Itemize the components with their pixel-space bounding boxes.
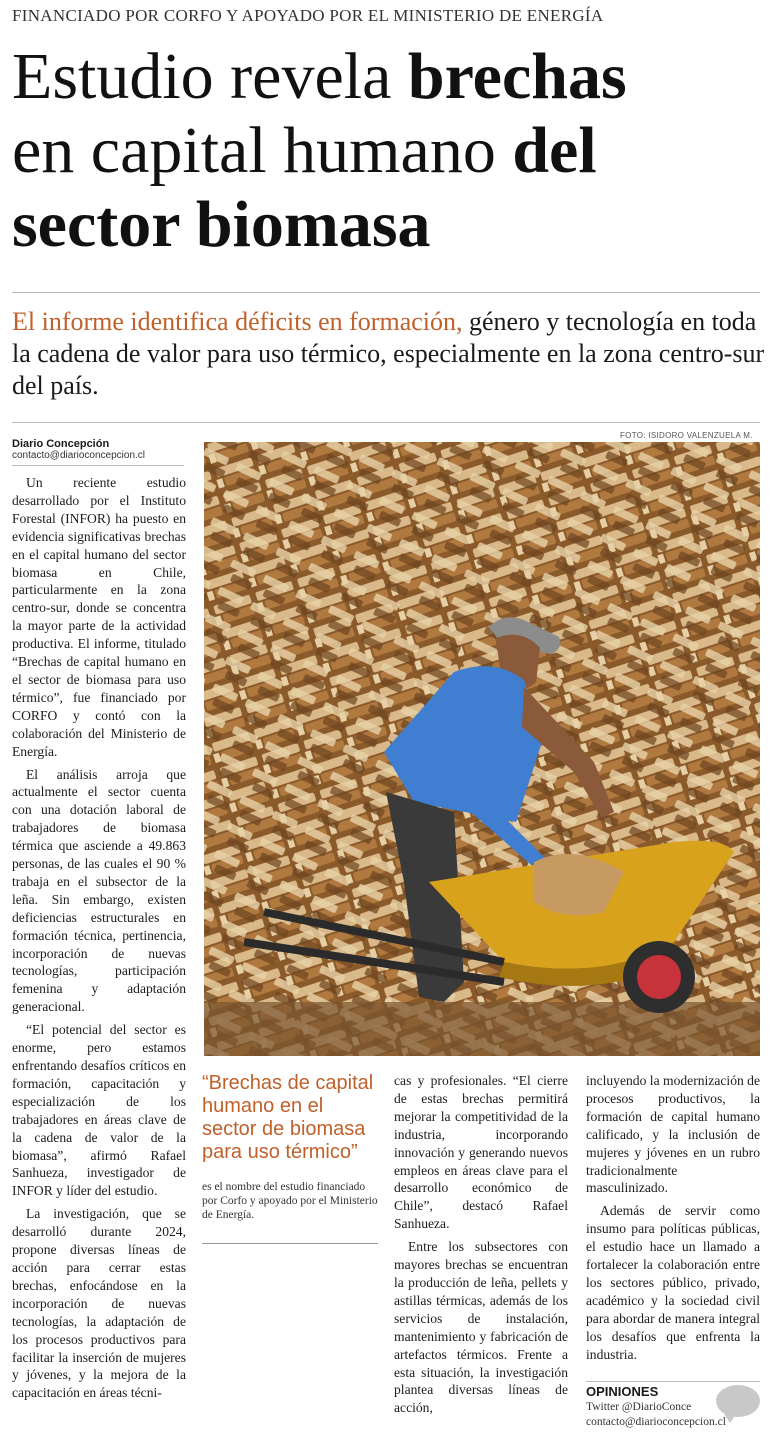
divider-deck <box>12 422 760 423</box>
paragraph: Entre los subsectores con mayores brechas se encuentran la producción de leña, pellets y astillas térmicas, además de los servicios de instalación, mantenimiento y fabricación de artefactos térmicos. Frente a esta situación, la investigación plantea diversas líneas de acción, <box>394 1239 568 1416</box>
column-1 <box>12 474 186 1407</box>
paragraph: Además de servir como insumo para políticas públicas, el estudio hace un llamado a fortalecer la colaboración entre los sectores público, privado, académico y la sociedad civil para abordar de manera integral los desafíos que enfrenta la industria. <box>586 1203 760 1362</box>
headline-line2-bold: del <box>512 114 597 187</box>
paragraph: Un reciente estudio desarrollado por el Instituto Forestal (INFOR) ha puesto en evidencia significativas brechas en el capital humano del sector biomasa en Chile, particularmente en la zona centro-sur, donde se concentra la mayor parte de la actividad productiva. El informe, titulado “Brechas de capital humano en el sector de biomasa para uso térmico”, fue financiado por CORFO y contó con la colaboración del Ministerio de Energía. <box>12 475 186 759</box>
pull-quote-source: es el nombre del estudio financiado por Corfo y apoyado por el Ministerio de Energía. <box>202 1181 378 1221</box>
headline-line1-bold: brechas <box>407 40 627 113</box>
paragraph: cas y profesionales. “El cierre de estas brechas permitirá mejorar la competitividad de la industria, incorporando innovación y generando nuevos empleos en áreas clave para el desarrollo económico de Chile”, destacó Rafael Sanhueza. <box>394 1073 568 1232</box>
photo-firewood-worker <box>204 442 760 1056</box>
pull-quote: “Brechas de capital humano en el sector de biomasa para uso térmico” <box>202 1072 374 1163</box>
headline-line1-regular: Estudio revela <box>12 40 408 113</box>
byline-email[interactable]: contacto@diarioconcepcion.cl <box>12 450 184 466</box>
opinions-twitter[interactable]: Twitter @DiarioConce <box>586 1401 692 1413</box>
paragraph: El análisis arroja que actualmente el sector cuenta con una dotación laboral de trabajadores de biomasa térmica que asciende a 49.863 personas, de las cuales el 90 % trabaja en el subsector de la leña. Sin embargo, existen deficiencias estructurales en formación técnica, pertinencia, incorporación de nuevas tecnologías, participación femenina y adaptación generacional. <box>12 766 186 1015</box>
paragraph: incluyendo la modernización de procesos productivos, la formación de capital humano calificado, y la inclusión de mujeres y jóvenes en un rubro tradicionalmente masculinizado. <box>586 1073 761 1196</box>
headline-line2-regular: en capital humano <box>12 114 513 187</box>
deck-lead: El informe identifica déficits en formación, <box>12 307 463 336</box>
byline-name: Diario Concepción <box>12 438 110 450</box>
opinions-title: OPINIONES <box>586 1384 659 1399</box>
divider-top <box>12 292 760 293</box>
photo-illustration <box>204 442 760 1056</box>
paragraph: “El potencial del sector es enorme, pero estamos enfrentando desafíos críticos en formación, capacitación y especialización de los trabajadores en áreas clave de la cadena de valor de la biomasa”, afirmó Rafael Sanhueza, investigador de INFOR y líder del estudio. <box>12 1022 186 1199</box>
divider-opinions <box>586 1381 760 1382</box>
byline <box>12 438 184 466</box>
photo-credit: FOTO: ISIDORO VALENZUELA M. <box>620 431 753 440</box>
deck-rest: género y tecnología en toda la cadena de valor para uso térmico, especialmente en la zona centro-sur del país. <box>12 307 765 400</box>
headline <box>12 40 772 262</box>
speech-bubble-icon <box>716 1385 760 1417</box>
deck <box>12 306 768 402</box>
headline-line3-bold: sector biomasa <box>12 188 431 261</box>
paragraph: La investigación, que se desarrolló durante 2024, propone diversas líneas de acción para cerrar estas brechas, enfocándose en la incorporación de nuevas tecnologías, la adaptación de los procesos productivos para facilitar la inserción de mujeres y jóvenes, y la mejora de la capacitación en áreas técni- <box>12 1206 186 1401</box>
column-3 <box>394 1072 568 1422</box>
pull-quote-divider <box>202 1243 378 1244</box>
opinions-email[interactable]: contacto@diarioconcepcion.cl <box>586 1416 726 1428</box>
column-4 <box>586 1072 760 1369</box>
kicker: FINANCIADO POR CORFO Y APOYADO POR EL MINISTERIO DE ENERGÍA <box>12 6 604 25</box>
